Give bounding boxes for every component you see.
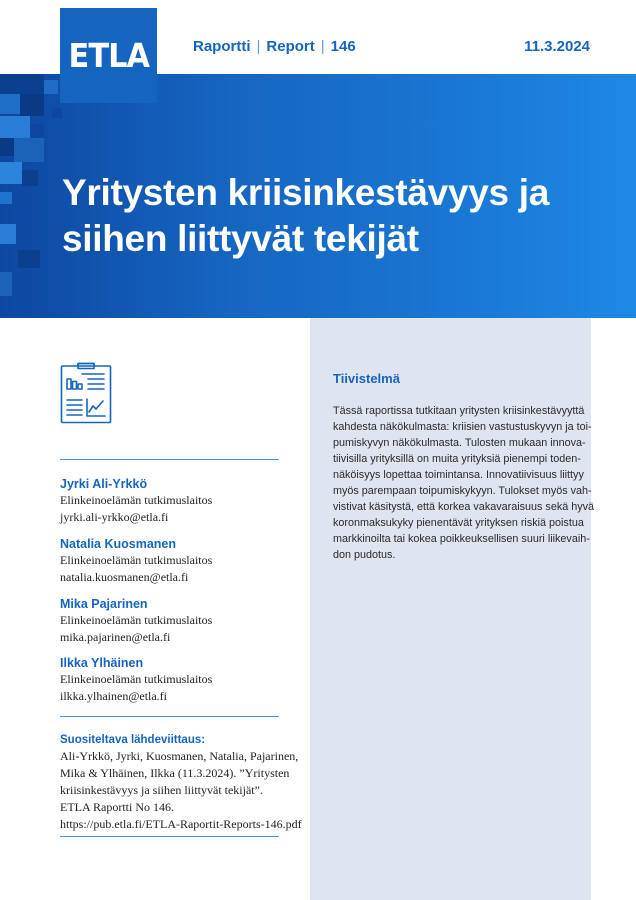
divider xyxy=(60,716,279,717)
summary-line: näköisyys lopettaa toimintansa. Innovatiivisuus liittyy xyxy=(333,469,584,481)
citation-line: ETLA Raportti No 146. xyxy=(60,800,174,814)
report-document-chart-icon xyxy=(60,362,112,424)
report-title xyxy=(62,170,549,262)
decorative-pixel xyxy=(0,94,20,114)
summary-line: vistivat käsitystä, että korkea vakavaraisuus sekä hyvä xyxy=(333,501,595,513)
summary-text xyxy=(333,403,595,563)
series-separator: | xyxy=(256,38,261,55)
summary-line: myös parempaan toipumiskykyyn. Tulokset myös vah- xyxy=(333,485,592,497)
series-english: Report xyxy=(266,38,315,55)
author-block xyxy=(60,596,300,646)
publication-date: 11.3.2024 xyxy=(524,38,590,55)
summary-line: don pudotus. xyxy=(333,549,396,561)
series-separator: | xyxy=(320,38,325,55)
author-block xyxy=(60,536,300,586)
decorative-pixel xyxy=(44,80,58,94)
author-organization: Elinkeinoelämän tutkimuslaitos xyxy=(60,672,213,686)
summary-panel xyxy=(310,318,595,900)
decorative-pixel xyxy=(0,74,44,94)
decorative-pixel xyxy=(12,198,32,224)
divider xyxy=(60,836,279,837)
decorative-pixel xyxy=(14,138,44,162)
citation-line: Ali-Yrkkö, Jyrki, Kuosmanen, Natalia, Pajarinen, xyxy=(60,749,299,763)
author-email: ilkka.ylhainen@etla.fi xyxy=(60,689,168,703)
summary-line: tiivisilla yrityksillä on muita yrityksiä pienempi toden- xyxy=(333,453,581,465)
decorative-pixel xyxy=(30,124,44,138)
author-email: mika.pajarinen@etla.fi xyxy=(60,630,171,644)
author-email: natalia.kuosmanen@etla.fi xyxy=(60,570,189,584)
author-organization: Elinkeinoelämän tutkimuslaitos xyxy=(60,553,213,567)
author-block xyxy=(60,476,300,526)
decorative-pixel xyxy=(20,94,44,116)
title-line: Yritysten kriisinkestävyys ja xyxy=(62,172,549,213)
summary-line: koronmaksukyky pienentävät yrityksen riskiä poistua xyxy=(333,517,584,529)
summary-line: kahdesta näkökulmasta: kriisien vastustuskyvyn ja toi- xyxy=(333,421,592,433)
decorative-pixel xyxy=(0,116,30,138)
decorative-pixel xyxy=(18,250,40,268)
author-name: Jyrki Ali-Yrkkö xyxy=(60,477,148,491)
citation-line: Mika & Ylhäinen, Ilkka (11.3.2024). ”Yritysten xyxy=(60,766,290,780)
citation-heading: Suositeltava lähdeviittaus: xyxy=(60,734,206,746)
citation-line: kriisinkestävyys ja siihen liittyvät tekijät”. xyxy=(60,783,263,797)
decorative-pixel xyxy=(0,224,16,244)
author-organization: Elinkeinoelämän tutkimuslaitos xyxy=(60,493,213,507)
citation-url[interactable]: https://pub.etla.fi/ETLA-Raportit-Reports-146.pdf xyxy=(60,817,302,831)
author-organization: Elinkeinoelämän tutkimuslaitos xyxy=(60,613,213,627)
summary-heading: Tiivistelmä xyxy=(333,371,400,386)
divider xyxy=(60,459,279,460)
report-number: 146 xyxy=(330,38,356,55)
report-series xyxy=(193,38,356,55)
author-block xyxy=(60,655,300,705)
author-name: Mika Pajarinen xyxy=(60,597,148,611)
title-banner xyxy=(0,74,636,318)
summary-line: pumiskyvyn näkökulmasta. Tulosten mukaan innova- xyxy=(333,437,586,449)
decorative-pixel xyxy=(52,108,62,118)
series-finnish: Raportti xyxy=(193,38,251,55)
decorative-pixel xyxy=(0,272,12,296)
decorative-pixel xyxy=(22,170,38,186)
summary-line: Tässä raportissa tutkitaan yritysten kriisinkestävyyttä xyxy=(333,405,585,417)
title-line: siihen liittyvät tekijät xyxy=(62,218,419,259)
citation-block xyxy=(60,733,300,833)
decorative-pixel xyxy=(0,192,12,204)
author-name: Natalia Kuosmanen xyxy=(60,537,177,551)
logo-text: ETLA xyxy=(68,36,149,75)
decorative-pixel xyxy=(0,162,22,184)
decorative-pixel xyxy=(0,138,14,156)
author-name: Ilkka Ylhäinen xyxy=(60,656,144,670)
summary-line: markkinoilta tai kokea poikkeuksellisen suuri liikevaih- xyxy=(333,533,590,545)
etla-logo xyxy=(60,8,157,103)
author-email: jyrki.ali-yrkko@etla.fi xyxy=(60,510,169,524)
